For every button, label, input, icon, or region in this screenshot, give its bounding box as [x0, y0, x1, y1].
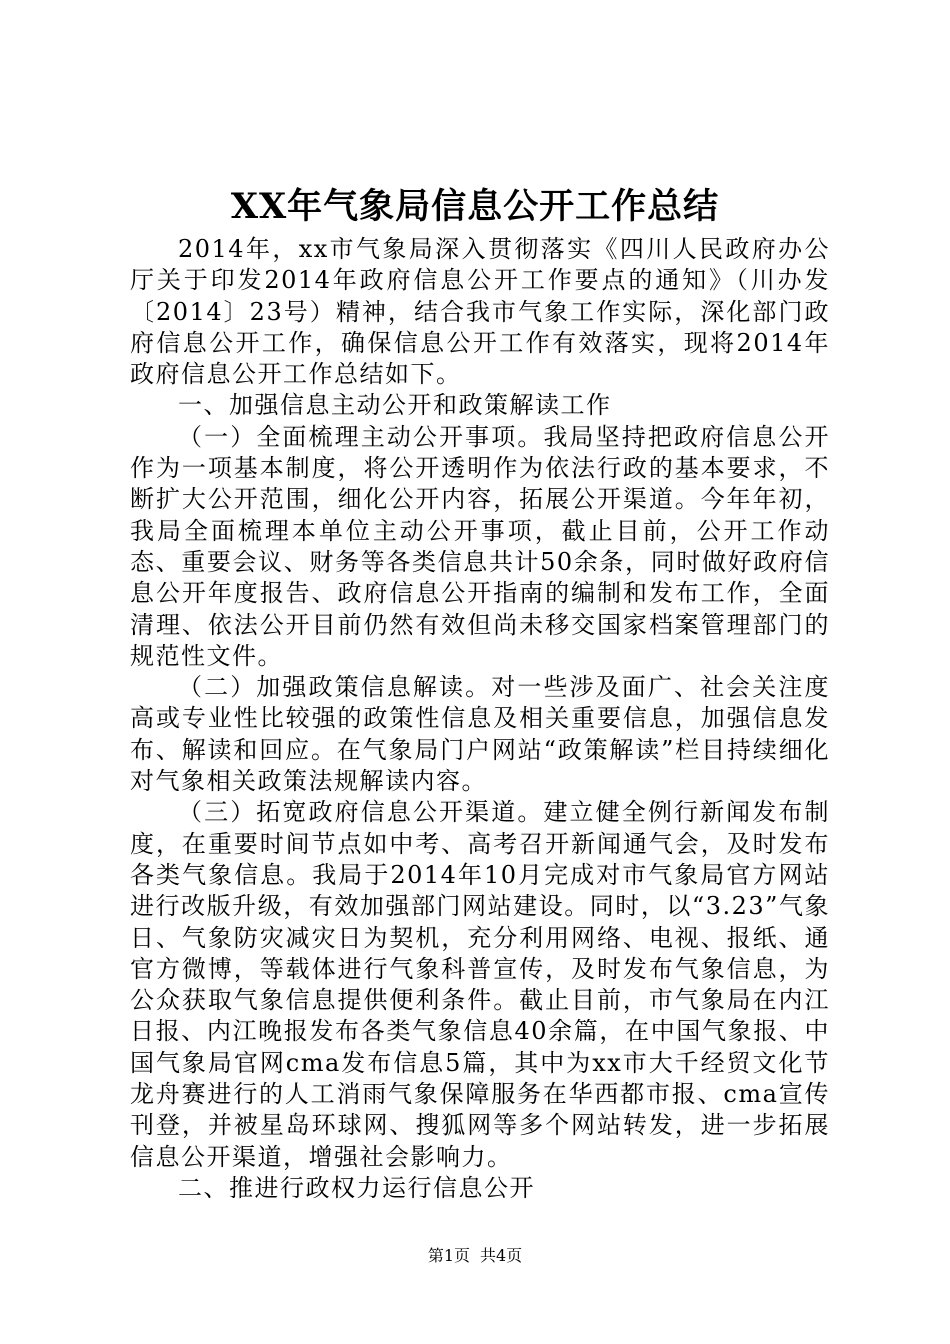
- page-footer: [0, 1244, 950, 1268]
- intro-paragraph: 2014年，xx市气象局深入贯彻落实《四川人民政府办公厅关于印发2014年政府信息公开工作要点的通知》（川办发〔2014〕23号）精神，结合我市气象工作实际，深化部门政府信息公开工作，确保信息公开工作有效落实，现将2014年政府信息公开工作总结如下。: [130, 235, 830, 389]
- subsection-paragraph-1: （一）全面梳理主动公开事项。我局坚持把政府信息公开作为一项基本制度，将公开透明作为依法行政的基本要求，不断扩大公开范围，细化公开内容，拓展公开渠道。今年年初，我局全面梳理本单位主动公开事项，截止目前，公开工作动态、重要会议、财务等各类信息共计50余条，同时做好政府信息公开年度报告、政府信息公开指南的编制和发布工作，全面清理、依法公开目前仍然有效但尚未移交国家档案管理部门的规范性文件。: [130, 422, 830, 670]
- section-heading-1: 一、加强信息主动公开和政策解读工作: [178, 391, 612, 420]
- document-title: XX年气象局信息公开工作总结: [230, 186, 720, 227]
- page-total: 共4页: [480, 1246, 523, 1265]
- document-body: [130, 234, 830, 1204]
- subsection-paragraph-3: （三）拓宽政府信息公开渠道。建立健全例行新闻发布制度，在重要时间节点如中考、高考召开新闻通气会，及时发布各类气象信息。我局于2014年10月完成对市气象局官方网站进行改版升级，有效加强部门网站建设。同时，以“3.23”气象日、气象防灾减灾日为契机，充分利用网络、电视、报纸、通官方微博，等载体进行气象科普宣传，及时发布气象信息，为公众获取气象信息提供便利条件。截止目前，市气象局在内江日报、内江晚报发布各类气象信息40余篇，在中国气象报、中国气象局官网cma发布信息5篇，其中为xx市大千经贸文化节龙舟赛进行的人工消雨气象保障服务在华西都市报、cma宣传刊登，并被星岛环球网、搜狐网等多个网站转发，进一步拓展信息公开渠道，增强社会影响力。: [130, 798, 830, 1171]
- subsection-paragraph-2: （二）加强政策信息解读。对一些涉及面广、社会关注度高或专业性比较强的政策性信息及相关重要信息，加强信息发布、解读和回应。在气象局门户网站“政策解读”栏目持续细化对气象相关政策法规解读内容。: [130, 673, 830, 796]
- section-heading-2: 二、推进行政权力运行信息公开: [178, 1173, 535, 1202]
- page-number: 第1页: [427, 1246, 470, 1265]
